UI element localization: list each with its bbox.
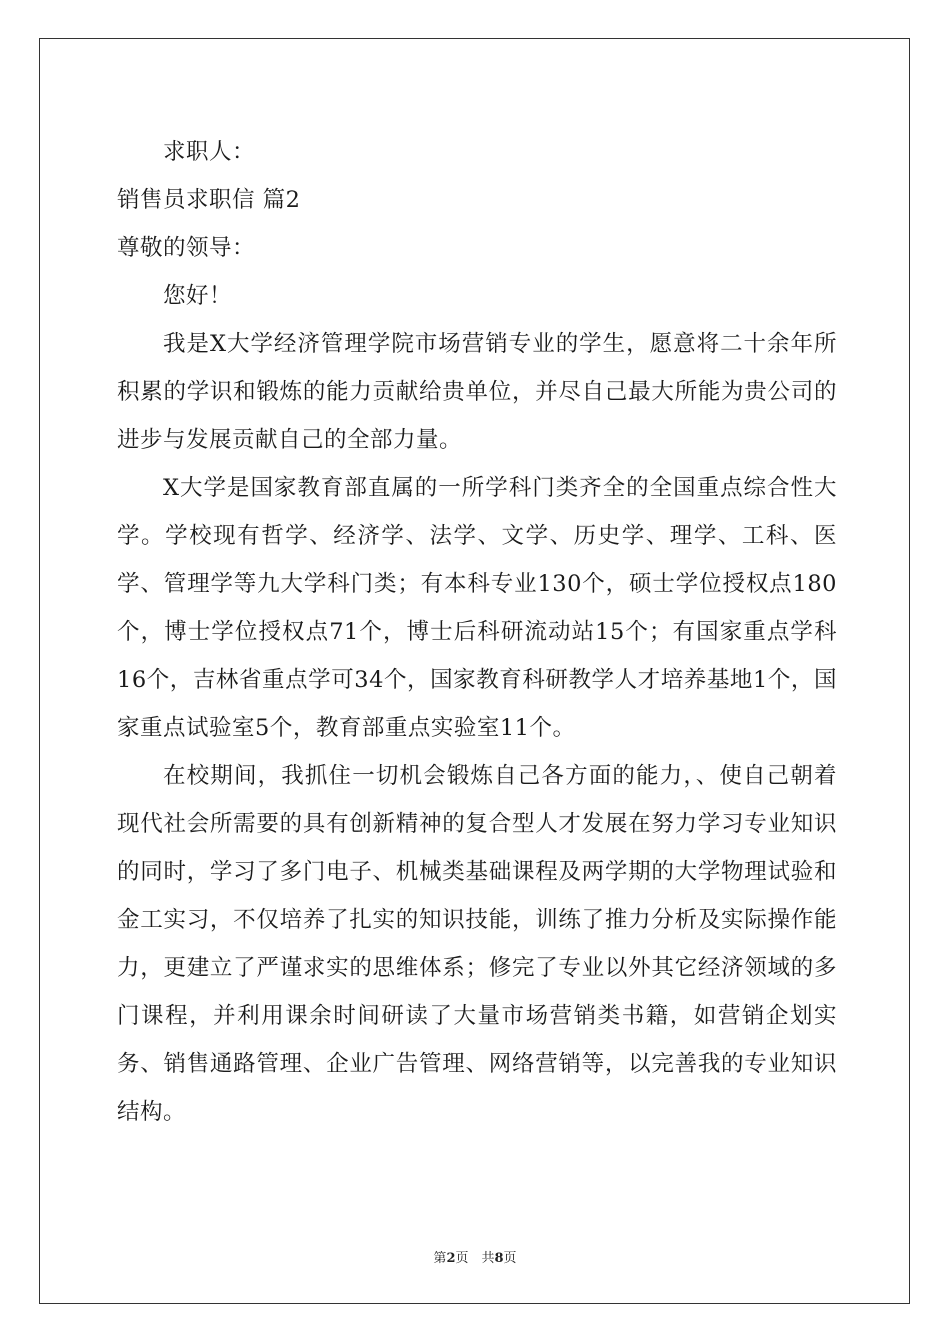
paragraph-intro: 我是X大学经济管理学院市场营销专业的学生，愿意将二十余年所积累的学识和锻炼的能力贡献给贵单位，并尽自己最大所能为贵公司的进步与发展贡献自己的全部力量。 <box>117 331 837 453</box>
greeting: 您好！ <box>163 283 233 309</box>
page-prefix: 第 <box>433 1251 447 1266</box>
page-suffix: 页 <box>503 1251 517 1266</box>
paragraph-experience: 在校期间，我抓住一切机会锻炼自己各方面的能力，、使自己朝着现代社会所需要的具有创新精神的复合型人才发展在努力学习专业知识的同时，学习了多门电子、机械类基础课程及两学期的大学物理试验和金工实习，不仅培养了扎实的知识技能，训练了推力分析及实际操作能力，更建立了严谨求实的思维体系；修完了专业以外其它经济领域的多门课程，并利用课余时间研读了大量市场营销类书籍，如营销企划实务、销售通路管理、企业广告管理、网络营销等，以完善我的专业知识结构。 <box>117 763 837 1125</box>
section-title: 销售员求职信 篇2 <box>117 187 301 213</box>
signature-label: 求职人： <box>163 139 256 165</box>
page-current: 2 <box>446 1251 456 1266</box>
page-total: 8 <box>494 1251 504 1266</box>
paragraph-university: X大学是国家教育部直属的一所学科门类齐全的全国重点综合性大学。学校现有哲学、经济学、法学、文学、历史学、理学、工科、医学、管理学等九大学科门类；有本科专业130个，硕士学位授权点180个，博士学位授权点71个，博士后科研流动站15个；有国家重点学科16个，吉林省重点学可34个，国家教育科研教学人才培养基地1个，国家重点试验室5个，教育部重点实验室11个。 <box>117 475 837 741</box>
page-mid: 页 共 <box>455 1251 495 1266</box>
page-footer <box>0 1247 950 1266</box>
salutation: 尊敬的领导： <box>117 235 256 261</box>
letter-body <box>117 128 837 1136</box>
